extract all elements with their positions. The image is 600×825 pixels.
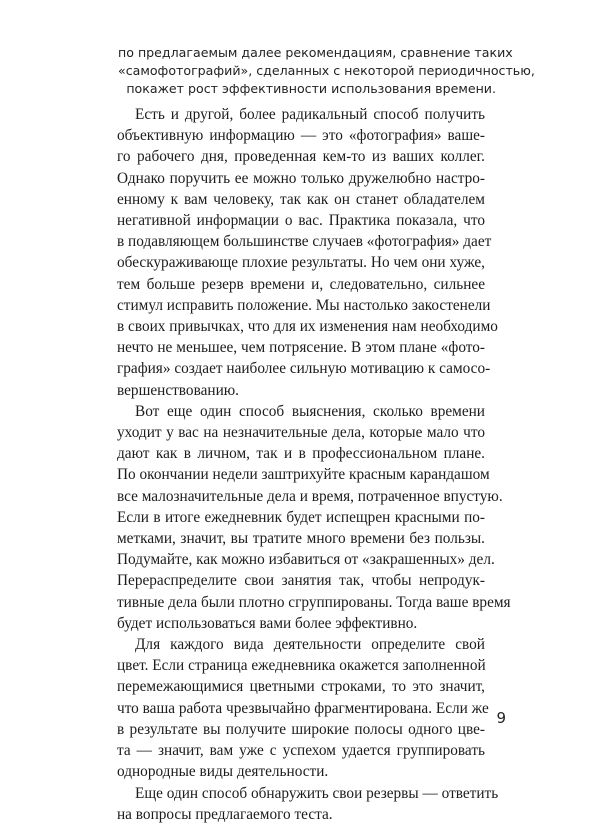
text-line: цвет. Если страница ежедневника окажется заполненной	[117, 657, 486, 675]
text-line: Подумайте, как можно избавиться от «закрашенных» дел.	[117, 551, 495, 569]
text-line: та — значит, вам уже с успехом удается группировать	[117, 742, 485, 760]
text-line: По окончании недели заштрихуйте красным карандашом	[117, 466, 490, 484]
text-line: метками, значит, вы тратите много времени без пользы.	[117, 530, 485, 548]
main-text	[117, 104, 511, 825]
paragraph-red-pencil	[117, 401, 511, 634]
text-line: енному к вам человеку, так как он станет обладателем	[117, 190, 485, 208]
text-line: тивные дела были плотно сгруппированы. Тогда ваше время	[117, 593, 511, 611]
text-line: нечто не меньшее, чем потрясение. В этом плане «фото-	[117, 339, 485, 357]
text-line: негативной информации о вас. Практика показала, что	[117, 212, 485, 230]
intro-line: покажет рост эффективности использования времени.	[126, 81, 496, 96]
intro-line: по предлагаемым далее рекомендациям, сравнение таких	[118, 45, 513, 60]
text-line: в результате вы получите широкие полосы одного цве-	[117, 720, 485, 738]
text-line: го рабочего дня, проведенная кем-то из ваших коллег.	[117, 148, 485, 166]
text-line: в подавляющем большинстве случаев «фотография» дает	[117, 233, 492, 251]
text-line: однородные виды деятельности.	[117, 763, 329, 781]
text-line: Для каждого вида деятельности определите свой	[135, 636, 485, 654]
text-line: графия» создает наиболее сильную мотивацию к самосо-	[117, 360, 491, 378]
text-line: дают как в личном, так и в профессиональном плане.	[117, 445, 485, 463]
text-line: все малозначительные дела и время, потраченное впустую.	[117, 487, 503, 505]
text-line: Вот еще один способ выяснения, сколько времени	[135, 402, 485, 420]
text-line: перемежающимися цветными строками, то это значит,	[117, 678, 485, 696]
text-line: что ваша работа чрезвычайно фрагментирована. Если же	[117, 699, 489, 717]
text-line: Однако поручить ее можно только дружелюбно настро-	[117, 169, 485, 187]
paragraph-activity-colors	[117, 634, 489, 782]
text-line: будет использоваться вами более эффективно.	[117, 614, 418, 632]
paragraph-test-intro	[117, 783, 499, 825]
text-line: Перераспределите свои занятия так, чтобы непродук-	[117, 572, 485, 590]
text-line: Есть и другой, более радикальный способ получить	[135, 106, 485, 123]
page-number: 9	[496, 709, 506, 727]
text-line: Если в итоге ежедневник будет испещрен красными по-	[117, 508, 485, 526]
text-line: уходит у вас на незначительные дела, которые мало что	[117, 424, 485, 442]
text-line: тем больше резерв времени и, следовательно, сильнее	[117, 275, 485, 293]
intro-paragraph	[118, 44, 535, 98]
text-line: в своих привычках, что для их изменения нам необходимо	[117, 318, 498, 336]
text-line: объективную информацию — это «фотография» ваше-	[117, 127, 485, 145]
text-line: стимул исправить положение. Мы настолько закостенели	[117, 296, 491, 314]
text-line: вершенствованию.	[117, 381, 240, 399]
text-line: обескураживающе плохие результаты. Но чем они хуже,	[117, 254, 485, 272]
intro-line: «самофотографий», сделанных с некоторой периодичностью,	[118, 63, 535, 78]
paragraph-photo-of-workday	[117, 104, 498, 401]
text-line: Еще один способ обнаружить свои резервы — ответить	[135, 784, 499, 802]
text-line: на вопросы предлагаемого теста.	[117, 805, 333, 823]
